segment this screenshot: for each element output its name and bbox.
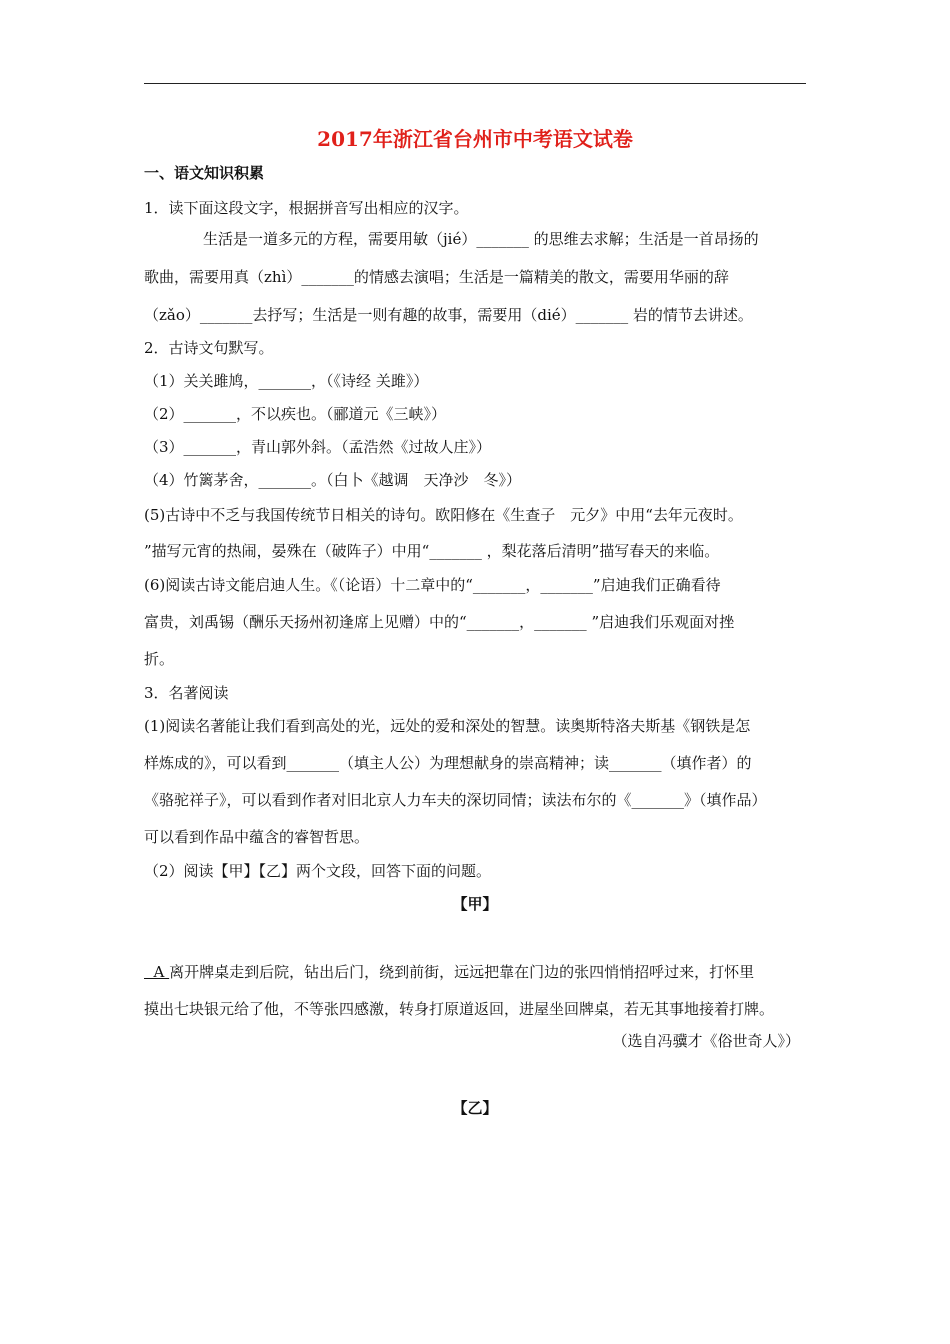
question-1-paragraph-line: （zǎo）_______去抒写；生活是一则有趣的故事，需要用（dié）_______ 岩的情节去讲述。 — [144, 306, 753, 324]
question-2-item: 折。 — [144, 650, 175, 668]
section-heading: 一、语文知识积累 — [144, 164, 265, 182]
question-3-item: 可以看到作品中蕴含的睿智哲思。 — [144, 828, 370, 846]
passage-yi-heading: 【乙】 — [452, 1099, 498, 1117]
passage-blank: A — [144, 963, 170, 981]
question-2-item: （4）竹篱茅舍，_______。（白卜《越调 天净沙 冬》） — [144, 471, 522, 489]
question-1-paragraph-line: 生活是一道多元的方程，需要用敏（jié）_______ 的思维去求解；生活是一首昂扬的 — [203, 230, 759, 248]
question-2-stem: 2．古诗文句默写。 — [144, 339, 274, 357]
header-rule — [144, 83, 806, 84]
question-1-paragraph-line: 歌曲，需要用真（zhì）_______的情感去演唱；生活是一篇精美的散文，需要用华丽的辞 — [144, 268, 729, 286]
passage-jia-line — [144, 962, 754, 982]
question-3-item: (1)阅读名著能让我们看到高处的光，远处的爱和深处的智慧。读奥斯特洛夫斯基《钢铁是怎 — [144, 717, 751, 735]
question-2-item: （3）_______，青山郭外斜。（孟浩然《过故人庄》） — [144, 438, 492, 456]
question-2-item: ”描写元宵的热闹，晏殊在（破阵子）中用“_______ ，梨花落后清明”描写春天的来临。 — [144, 542, 720, 560]
question-3-stem: 3．名著阅读 — [144, 684, 229, 702]
question-2-item: （1）关关雎鸠，_______，（《诗经 关雎》） — [144, 372, 429, 390]
question-2-item: (6)阅读古诗文能启迪人生。《（论语）十二章中的“_______，_______”启迪我们正确看待 — [144, 576, 721, 594]
passage-jia-line: 摸出七块银元给了他，不等张四感激，转身打原道返回，进屋坐回牌桌，若无其事地接着打牌。 — [144, 1000, 775, 1018]
passage-source: （选自冯骥才《俗世奇人》） — [612, 1032, 800, 1050]
passage-text: 离开牌桌走到后院，钻出后门，绕到前街，远远把靠在门边的张四悄悄招呼过来，打怀里 — [169, 963, 755, 981]
question-3-item: （2）阅读【甲】【乙】两个文段，回答下面的问题。 — [144, 862, 492, 880]
question-1-stem: 1．读下面这段文字，根据拼音写出相应的汉字。 — [144, 199, 469, 217]
page-title: 2017年浙江省台州市中考语文试卷 — [317, 127, 633, 151]
question-2-item: （2）_______，不以疾也。（郦道元《三峡》） — [144, 405, 447, 423]
question-3-item: 《骆驼祥子》，可以看到作者对旧北京人力车夫的深切同情；读法布尔的《_______》（填作品） — [144, 791, 767, 809]
question-2-item: (5)古诗中不乏与我国传统节日相关的诗句。欧阳修在《生查子 元夕》中用“去年元夜时。 — [144, 506, 743, 524]
question-2-item: 富贵，刘禹锡（酬乐天扬州初逢席上见赠）中的“_______，_______ ”启迪我们乐观面对挫 — [144, 613, 735, 631]
passage-jia-heading: 【甲】 — [452, 895, 498, 913]
question-3-item: 样炼成的》，可以看到_______（填主人公）为理想献身的崇高精神；读_______（填作者）的 — [144, 754, 752, 772]
